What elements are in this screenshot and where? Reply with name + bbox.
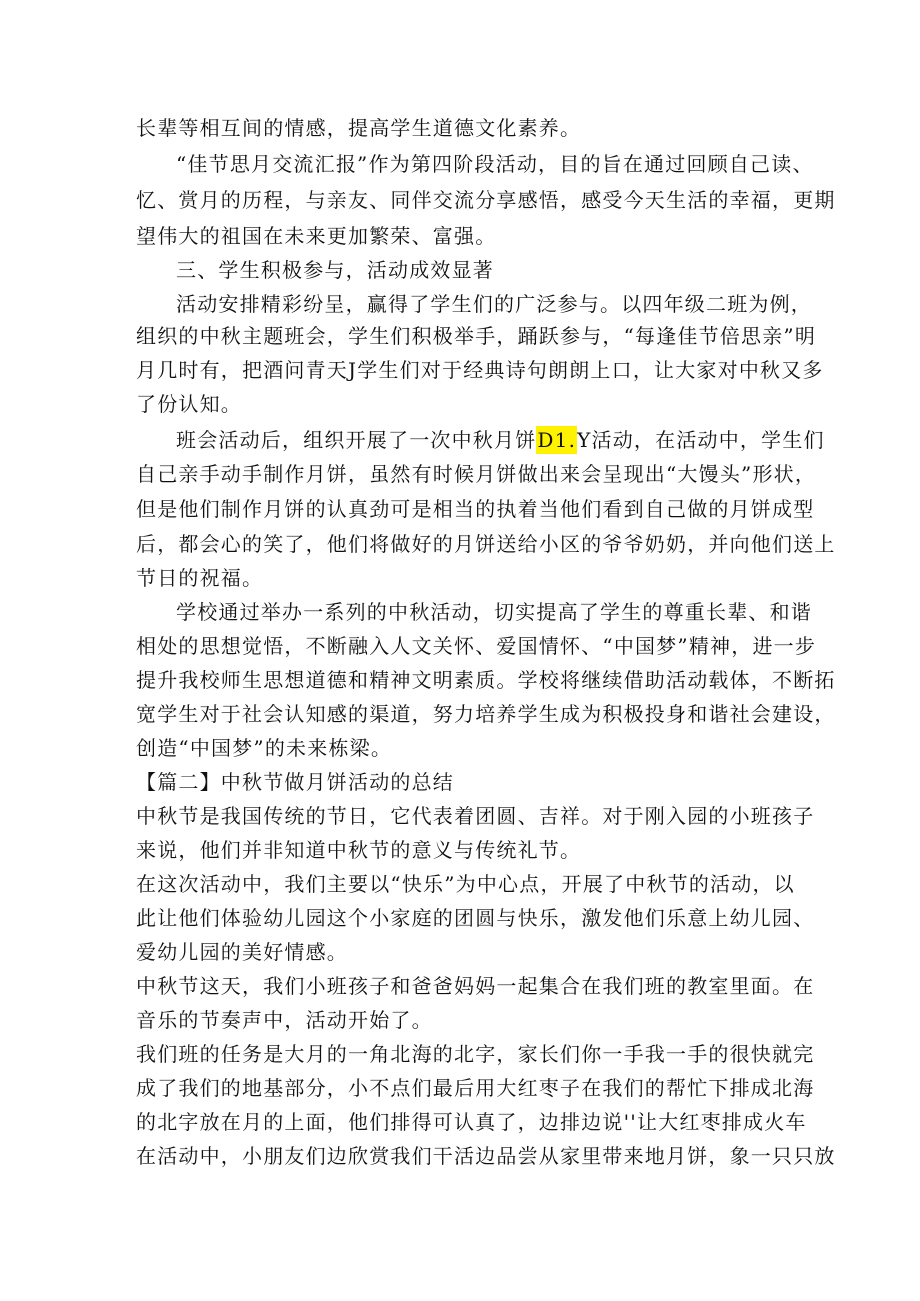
- paragraph-line: 在这次活动中，我们主要以“快乐”为中心点，开展了中秋节的活动，以: [136, 872, 795, 896]
- paragraph-line: 长辈等相互间的情感，提高学生道德文化素养。: [136, 116, 582, 140]
- paragraph-line: 活动安排精彩纷呈，赢得了学生们的广泛参与。以四年级二班为例，: [176, 292, 812, 316]
- paragraph-line: 此让他们体验幼儿园这个小家庭的团圆与快乐，激发他们乐意上幼儿园、: [136, 906, 815, 930]
- paragraph-line: [176, 428, 825, 452]
- text-segment: Y活动，在活动中，学生们: [577, 428, 825, 452]
- paragraph-line: 音乐的节奏声中，活动开始了。: [136, 1008, 433, 1032]
- text-segment: 班会活动后，组织开展了一次中秋月饼: [176, 428, 537, 452]
- paragraph-line: 学校通过举办一系列的中秋活动，切实提高了学生的尊重长辈、和谐: [176, 600, 812, 624]
- paragraph-line: 中秋节这天，我们小班孩子和爸爸妈妈一起集合在我们班的教室里面。在: [136, 974, 815, 998]
- paragraph-line: 自己亲手动手制作月饼，虽然有时候月饼做出来会呈现出“大馒头”形状，: [136, 462, 817, 486]
- paragraph-line: 后，都会心的笑了，他们将做好的月饼送给小区的爷爷奶奶，并向他们送上: [136, 532, 836, 556]
- paragraph-line: “佳节思月交流汇报”作为第四阶段活动，目的旨在通过回顾自己读、: [176, 152, 814, 176]
- paragraph-line: 爱幼儿园的美好情感。: [136, 940, 348, 964]
- paragraph-line: 提升我校师生思想道德和精神文明素质。学校将继续借助活动载体，不断拓: [136, 668, 836, 692]
- paragraph-line: 相处的思想觉悟，不断融入人文关怀、爱国情怀、“中国梦”精神，进一步: [136, 634, 817, 658]
- paragraph-line: 在活动中，小朋友们边欣赏我们干活边品尝从家里带来地月饼，象一只只放: [136, 1144, 836, 1168]
- paragraph-line: 望伟大的祖国在未来更加繁荣、富强。: [136, 224, 497, 248]
- section-heading: 三、学生积极参与，活动成效显著: [176, 258, 494, 282]
- paragraph-line: 创造“中国梦”的未来栋梁。: [136, 736, 393, 760]
- paragraph-line: 组织的中秋主题班会，学生们积极举手，踊跃参与，“每逢佳节倍思亲”明: [136, 324, 817, 348]
- paragraph-line: 但是他们制作月饼的认真劲可是相当的执着当他们看到自己做的月饼成型: [136, 497, 815, 521]
- paragraph-line: 月几时有，把酒问青天J学生们对于经典诗句朗朗上口，让大家对中秋又多: [136, 358, 824, 382]
- paragraph-line: 忆、赏月的历程，与亲友、同伴交流分享感悟，感受今天生活的幸福，更期: [136, 188, 836, 212]
- article-title: 【篇二】中秋节做月饼活动的总结: [136, 770, 454, 794]
- paragraph-line: 节日的祝福。: [136, 566, 264, 590]
- paragraph-line: 宽学生对于社会认知感的渠道，努力培养学生成为积极投身和谐社会建设，: [136, 702, 836, 726]
- paragraph-line: 来说，他们并非知道中秋节的意义与传统礼节。: [136, 838, 582, 862]
- highlighted-text: D1.: [537, 428, 577, 452]
- paragraph-line: 成了我们的地基部分，小不点们最后用大红枣子在我们的帮忙下排成北海: [136, 1076, 815, 1100]
- paragraph-line: 的北字放在月的上面，他们排得可认真了，边排边说''让大红枣排成火车: [136, 1110, 807, 1134]
- paragraph-line: 我们班的任务是大月的一角北海的北字，家长们你一手我一手的很快就完: [136, 1042, 815, 1066]
- paragraph-line: 了份认知。: [136, 392, 242, 416]
- paragraph-line: 中秋节是我国传统的节日，它代表着团圆、吉祥。对于刚入园的小班孩子: [136, 804, 815, 828]
